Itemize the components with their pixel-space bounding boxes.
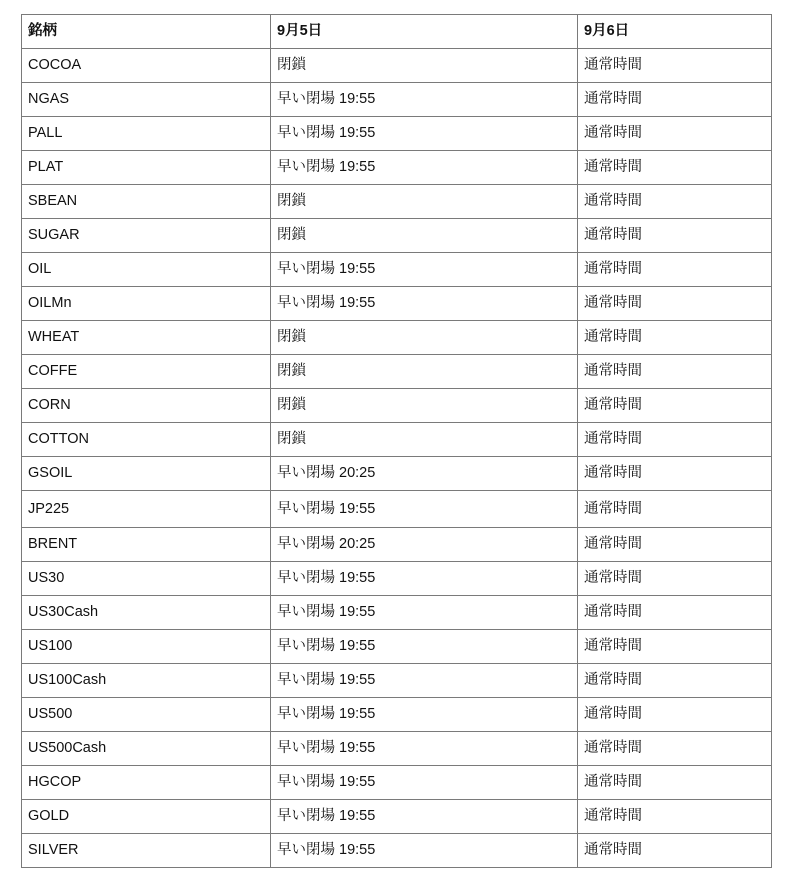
cell-sep5-status: 閉鎖 <box>271 389 578 423</box>
table-row <box>22 185 772 219</box>
cell-sep5-status: 早い閉場 19:55 <box>271 630 578 664</box>
table-row <box>22 528 772 562</box>
cell-sep6-status: 通常時間 <box>578 698 772 732</box>
cell-sep5-status: 早い閉場 19:55 <box>271 698 578 732</box>
cell-sep6-status: 通常時間 <box>578 834 772 868</box>
cell-sep5-status: 早い閉場 20:25 <box>271 457 578 491</box>
table-row <box>22 664 772 698</box>
cell-sep6-status: 通常時間 <box>578 83 772 117</box>
table-row <box>22 457 772 491</box>
cell-symbol: CORN <box>22 389 271 423</box>
cell-symbol: US500Cash <box>22 732 271 766</box>
cell-sep6-status: 通常時間 <box>578 355 772 389</box>
cell-sep5-status: 閉鎖 <box>271 219 578 253</box>
table-row <box>22 698 772 732</box>
cell-symbol: OIL <box>22 253 271 287</box>
table-row <box>22 117 772 151</box>
cell-symbol: US500 <box>22 698 271 732</box>
table-row <box>22 321 772 355</box>
cell-sep6-status: 通常時間 <box>578 423 772 457</box>
cell-symbol: GSOIL <box>22 457 271 491</box>
cell-symbol: PALL <box>22 117 271 151</box>
cell-sep5-status: 閉鎖 <box>271 49 578 83</box>
cell-sep5-status: 早い閉場 19:55 <box>271 83 578 117</box>
header-row <box>22 15 772 49</box>
cell-symbol: COFFE <box>22 355 271 389</box>
cell-symbol: US30Cash <box>22 596 271 630</box>
cell-symbol: HGCOP <box>22 766 271 800</box>
cell-symbol: PLAT <box>22 151 271 185</box>
cell-sep6-status: 通常時間 <box>578 151 772 185</box>
table-row <box>22 355 772 389</box>
table-row <box>22 423 772 457</box>
table-body <box>22 49 772 868</box>
cell-symbol: COTTON <box>22 423 271 457</box>
cell-sep6-status: 通常時間 <box>578 457 772 491</box>
cell-symbol: GOLD <box>22 800 271 834</box>
cell-sep5-status: 早い閉場 19:55 <box>271 117 578 151</box>
table-row <box>22 766 772 800</box>
cell-sep5-status: 早い閉場 19:55 <box>271 834 578 868</box>
table-row <box>22 389 772 423</box>
header-symbol: 銘柄 <box>22 15 271 49</box>
cell-sep5-status: 閉鎖 <box>271 321 578 355</box>
cell-sep5-status: 早い閉場 19:55 <box>271 287 578 321</box>
cell-sep5-status: 早い閉場 19:55 <box>271 562 578 596</box>
cell-sep6-status: 通常時間 <box>578 219 772 253</box>
cell-sep6-status: 通常時間 <box>578 630 772 664</box>
cell-symbol: US30 <box>22 562 271 596</box>
cell-sep5-status: 早い閉場 19:55 <box>271 151 578 185</box>
cell-symbol: US100Cash <box>22 664 271 698</box>
table-row <box>22 151 772 185</box>
table-row <box>22 562 772 596</box>
cell-symbol: JP225 <box>22 491 271 528</box>
table-row <box>22 732 772 766</box>
table-row <box>22 49 772 83</box>
cell-symbol: SBEAN <box>22 185 271 219</box>
cell-sep5-status: 早い閉場 19:55 <box>271 732 578 766</box>
cell-sep5-status: 早い閉場 19:55 <box>271 596 578 630</box>
header-date-sep5: 9月5日 <box>271 15 578 49</box>
cell-symbol: OILMn <box>22 287 271 321</box>
cell-sep6-status: 通常時間 <box>578 664 772 698</box>
cell-sep6-status: 通常時間 <box>578 49 772 83</box>
cell-symbol: SILVER <box>22 834 271 868</box>
table-row <box>22 253 772 287</box>
table-row <box>22 491 772 528</box>
table-header <box>22 15 772 49</box>
cell-sep5-status: 閉鎖 <box>271 355 578 389</box>
cell-sep6-status: 通常時間 <box>578 253 772 287</box>
cell-sep6-status: 通常時間 <box>578 491 772 528</box>
cell-symbol: BRENT <box>22 528 271 562</box>
table-row <box>22 630 772 664</box>
cell-sep5-status: 早い閉場 19:55 <box>271 491 578 528</box>
cell-sep5-status: 早い閉場 19:55 <box>271 253 578 287</box>
schedule-table <box>21 14 772 868</box>
cell-sep6-status: 通常時間 <box>578 321 772 355</box>
cell-sep6-status: 通常時間 <box>578 766 772 800</box>
cell-sep5-status: 早い閉場 19:55 <box>271 766 578 800</box>
table-row <box>22 800 772 834</box>
cell-symbol: SUGAR <box>22 219 271 253</box>
table-row <box>22 219 772 253</box>
cell-sep6-status: 通常時間 <box>578 185 772 219</box>
cell-symbol: WHEAT <box>22 321 271 355</box>
cell-sep5-status: 早い閉場 19:55 <box>271 664 578 698</box>
cell-symbol: COCOA <box>22 49 271 83</box>
cell-sep5-status: 早い閉場 20:25 <box>271 528 578 562</box>
cell-sep5-status: 閉鎖 <box>271 185 578 219</box>
cell-sep6-status: 通常時間 <box>578 800 772 834</box>
table-row <box>22 287 772 321</box>
cell-sep5-status: 閉鎖 <box>271 423 578 457</box>
cell-sep6-status: 通常時間 <box>578 389 772 423</box>
table-row <box>22 596 772 630</box>
cell-sep6-status: 通常時間 <box>578 287 772 321</box>
cell-sep6-status: 通常時間 <box>578 528 772 562</box>
table-row <box>22 834 772 868</box>
cell-symbol: US100 <box>22 630 271 664</box>
cell-sep5-status: 早い閉場 19:55 <box>271 800 578 834</box>
cell-sep6-status: 通常時間 <box>578 117 772 151</box>
cell-symbol: NGAS <box>22 83 271 117</box>
header-date-sep6: 9月6日 <box>578 15 772 49</box>
cell-sep6-status: 通常時間 <box>578 732 772 766</box>
cell-sep6-status: 通常時間 <box>578 596 772 630</box>
table-row <box>22 83 772 117</box>
cell-sep6-status: 通常時間 <box>578 562 772 596</box>
